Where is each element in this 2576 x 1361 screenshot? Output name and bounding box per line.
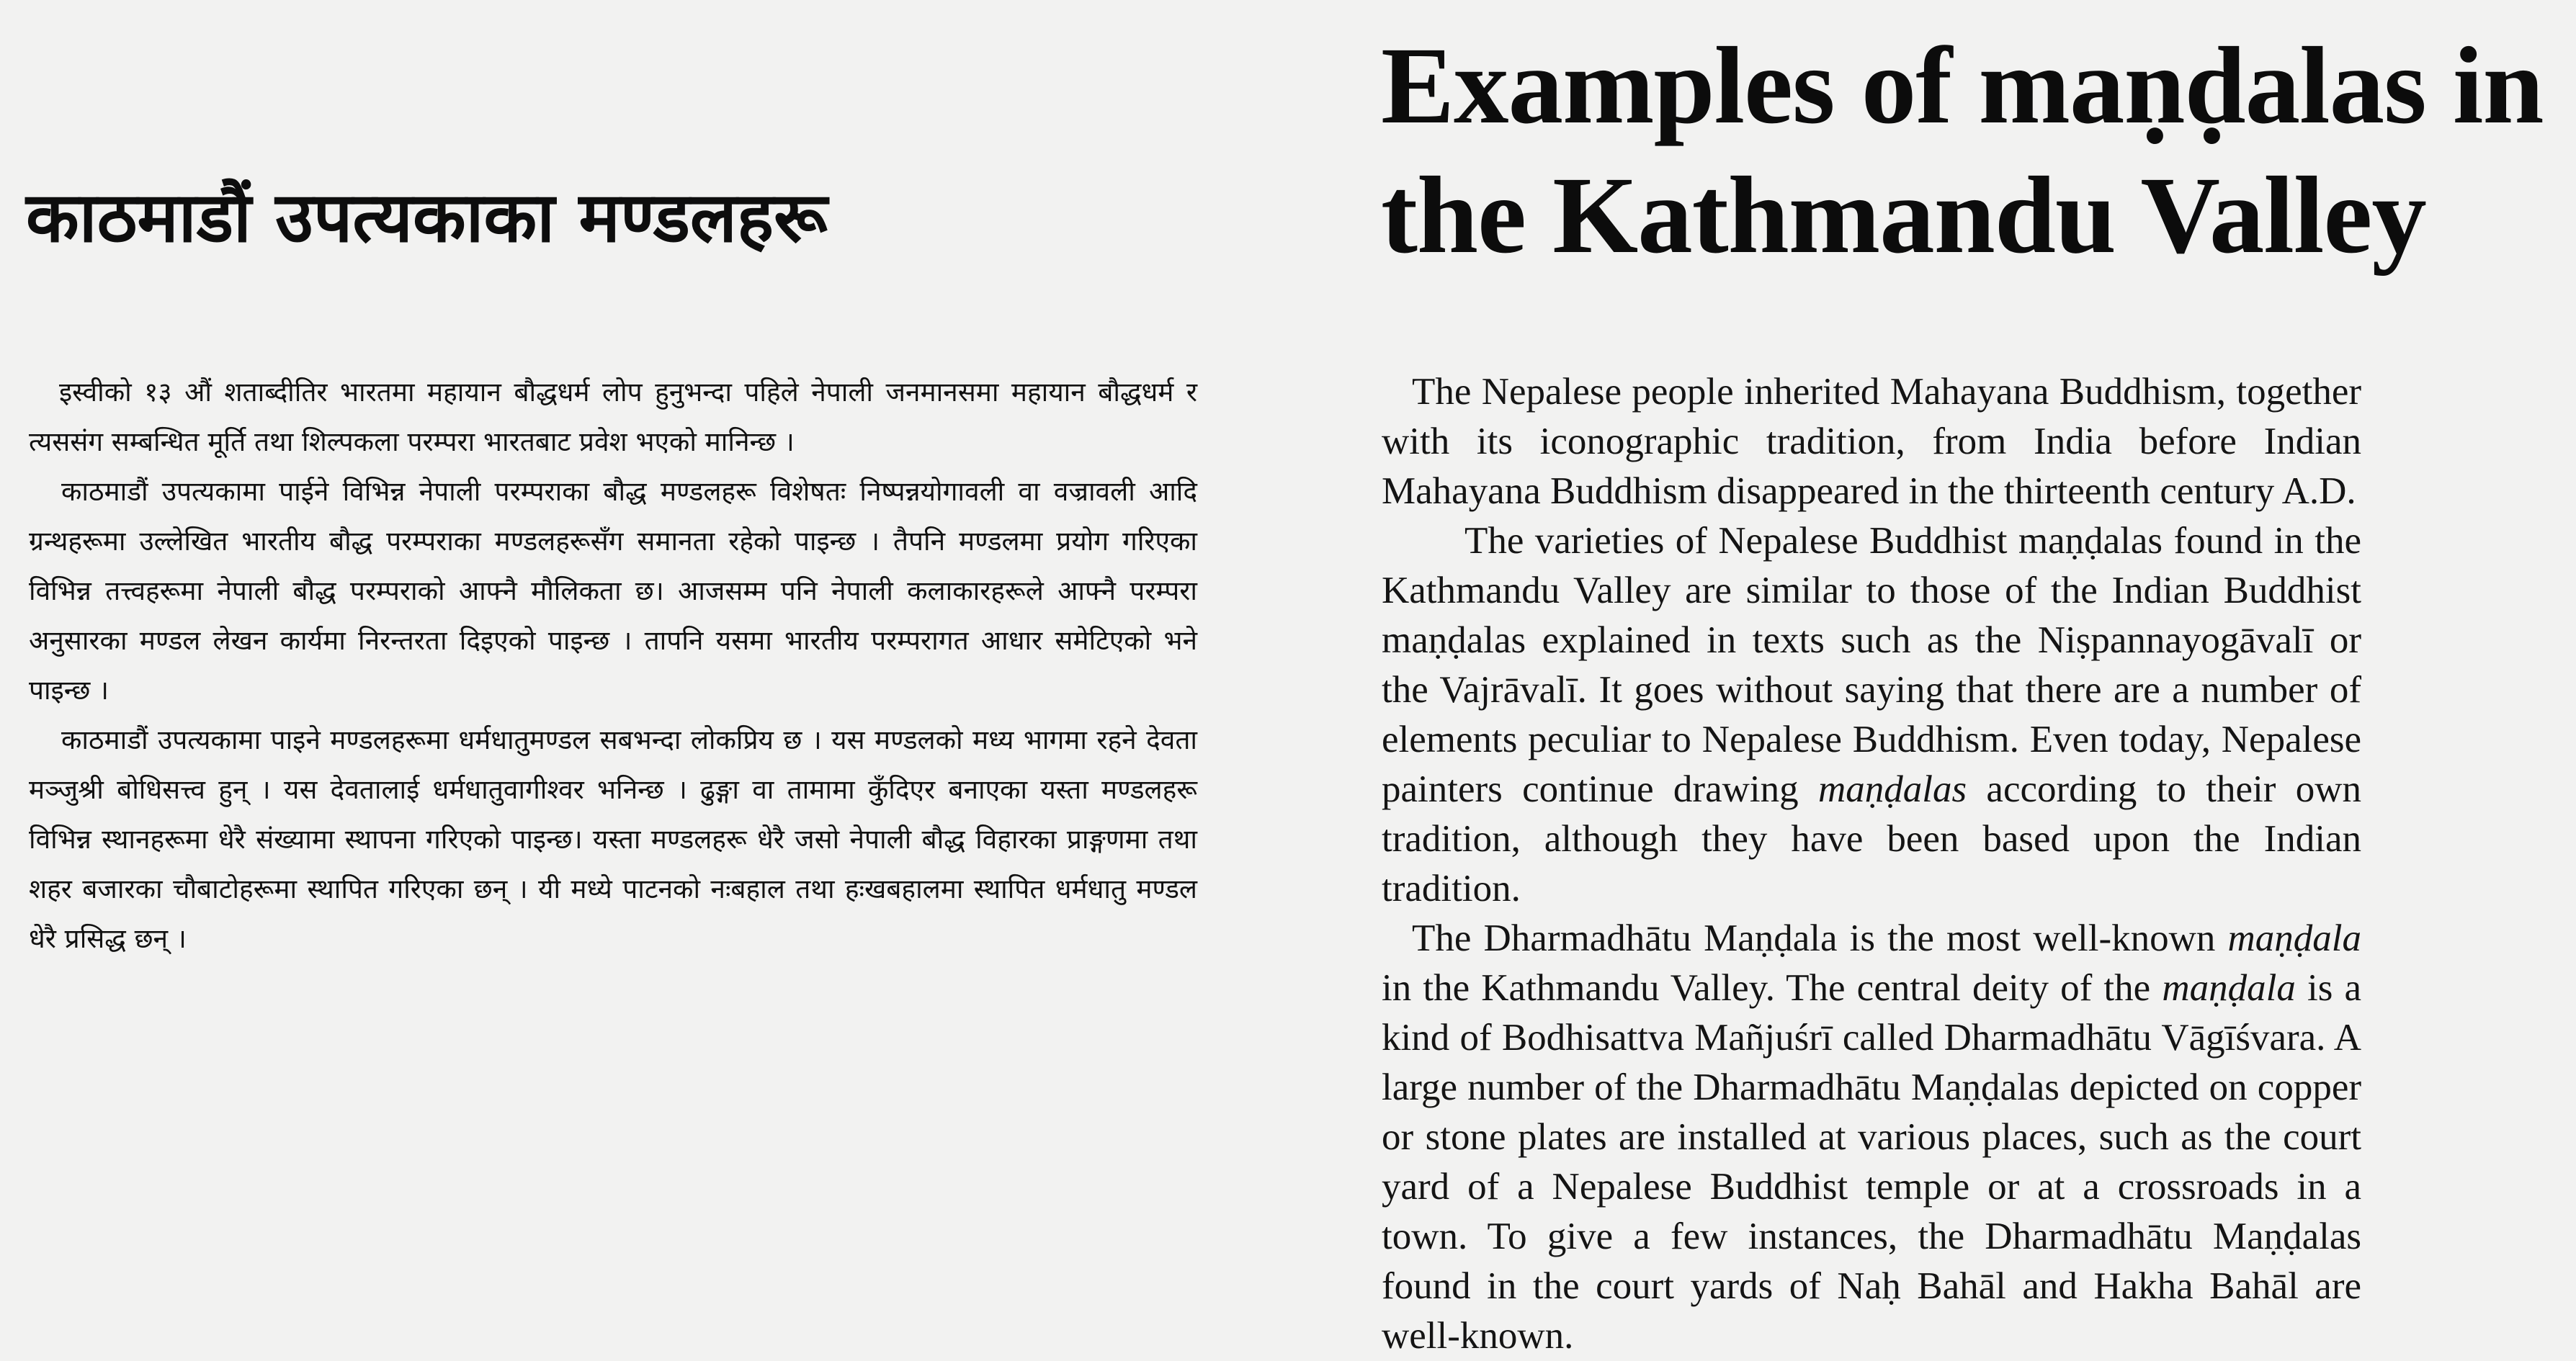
- nepali-paragraph-1: इस्वीको १३ औं शताब्दीतिर भारतमा महायान बौद्धधर्म लोप हुनुभन्दा पहिले नेपाली जनमानसमा महायान बौद्धधर्म र त्यससंग सम्बन्धित मूर्ति तथा शिल्पकला परम्परा भारतबाट प्रवेश भएको मानिन्छ ।: [29, 377, 1197, 457]
- english-paragraph-2-text-a: The varieties of Nepalese Buddhist maṇḍalas found in the Kathmandu Valley are similar to those of the Indian Buddhist maṇḍalas explained in texts such as the Niṣpannayogāvalī or the Vajrāvalī. It goes without saying that there are a number of elements peculiar to Nepalese Buddhism. Even today, Nepalese painters continue drawing: [1382, 520, 2361, 810]
- english-paragraph-2-emphasis: maṇḍalas: [1817, 768, 1967, 810]
- english-paragraph-2: [1382, 516, 2361, 914]
- english-body: [1382, 367, 2361, 1361]
- english-paragraph-2-text-b: according to their own tradition, although they have been based upon the Indian tradition.: [1382, 768, 2361, 909]
- english-paragraph-3-emphasis-1: maṇḍala: [2227, 917, 2361, 959]
- english-paragraph-3-emphasis-2: maṇḍala: [2162, 967, 2296, 1009]
- nepali-panel: [0, 0, 1253, 1292]
- english-paragraph-1: The Nepalese people inherited Mahayana Buddhism, together with its iconographic tradition, from India before Indian Mahayana Buddhism disappeared in the thirteenth century A.D.: [1382, 371, 2361, 512]
- english-panel: [1253, 0, 2576, 1357]
- english-paragraph-3-text-b: in the Kathmandu Valley. The central deity of the: [1382, 967, 2163, 1009]
- english-paragraph-3-text-c: is a kind of Bodhisattva Mañjuśrī called Dharmadhātu Vāgīśvara. A large number of the Dharmadhātu Maṇḍalas depicted on copper or stone plates are installed at various places, such as the court yard of a Nepalese Buddhist temple or at a crossroads in a town. To give a few instances, the Dharmadhātu Maṇḍalas found in the court yards of Naḥ Bahāl and Hakha Bahāl are well-known.: [1382, 967, 2362, 1357]
- nepali-title: काठमाडौं उपत्यकाका मण्डलहरू: [26, 177, 828, 258]
- english-paragraph-3: [1382, 914, 2361, 1361]
- nepali-paragraph-2: काठमाडौं उपत्यकामा पाईने विभिन्न नेपाली परम्पराका बौद्ध मण्डलहरू विशेषतः निष्पन्नयोगावली वा वज्रावली आदि ग्रन्थहरूमा उल्लेखित भारतीय बौद्ध परम्पराका मण्डलहरूसँग समानता रहेको पाइन्छ । तैपनि मण्डलमा प्रयोग गरिएका विभिन्न तत्त्वहरूमा नेपाली बौद्ध परम्पराको आफ्नै मौलिकता छ। आजसम्म पनि नेपाली कलाकारहरूले आफ्नै परम्परा अनुसारका मण्डल लेखन कार्यमा निरन्तरता दिइएको पाइन्छ । तापनि यसमा भारतीय परम्परागत आधार समेटिएको भने पाइन्छ ।: [29, 476, 1197, 706]
- english-paragraph-3-text-a: The Dharmadhātu Maṇḍala is the most well-known: [1412, 917, 2228, 959]
- english-title: Examples of maṇḍalas in the Kathmandu Valley: [1381, 25, 2544, 277]
- nepali-paragraph-3: काठमाडौं उपत्यकामा पाइने मण्डलहरूमा धर्मधातुमण्डल सबभन्दा लोकप्रिय छ । यस मण्डलको मध्य भागमा रहने देवता मञ्जुश्री बोधिसत्त्व हुन् । यस देवतालाई धर्मधातुवागीश्वर भनिन्छ । ढुङ्गा वा तामामा कुँदिएर बनाएका यस्ता मण्डलहरू विभिन्न स्थानहरूमा धेरै संख्यामा स्थापना गरिएको पाइन्छ। यस्ता मण्डलहरू धेरै जसो नेपाली बौद्ध विहारका प्राङ्गणमा तथा शहर बजारका चौबाटोहरूमा स्थापित गरिएका छन् । यी मध्ये पाटनको नःबहाल तथा हःखबहालमा स्थापित धर्मधातु मण्डल धेरै प्रसिद्ध छन् ।: [29, 724, 1197, 954]
- nepali-body: [29, 367, 1197, 964]
